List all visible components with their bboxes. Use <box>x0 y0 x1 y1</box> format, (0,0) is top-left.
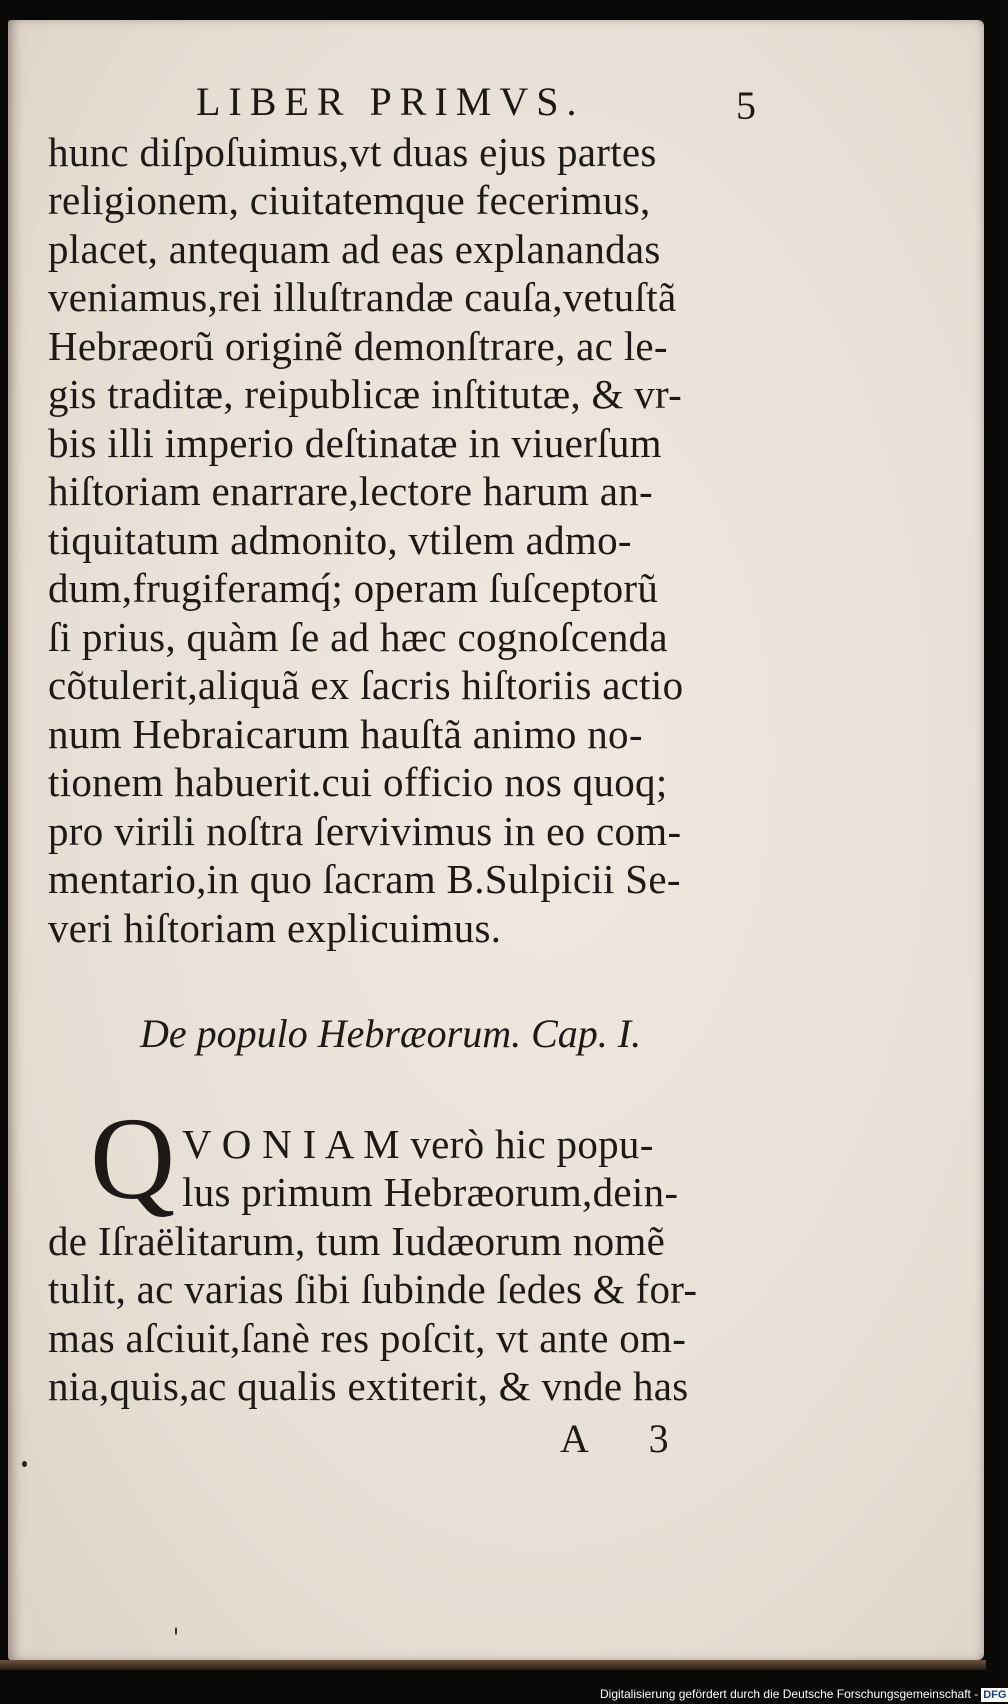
body-line: hiſtoriam enarrare,lectore harum an- <box>48 468 653 514</box>
body-line: religionem, ciuitatemque fecerimus, <box>48 177 651 223</box>
ink-speck <box>22 1461 27 1467</box>
chapter-heading: De populo Hebræorum. Cap. I. <box>140 1011 642 1056</box>
body-line: hunc diſpoſuimus,vt duas ejus partes <box>48 129 657 175</box>
digitization-credit <box>600 1684 1007 1704</box>
body-line: tionem habuerit.cui officio nos quoq; <box>48 759 668 805</box>
credit-text: Digitalisierung gefördert durch die Deutsche Forschungsgemeinschaft - <box>600 1687 979 1701</box>
body-line: dum,frugiferamq́; operam ſuſceptorũ <box>48 565 659 611</box>
body-line: cõtulerit,aliquã ex ſacris hiſtoriis actio <box>48 662 684 708</box>
body-line: placet, antequam ad eas explanandas <box>48 226 661 272</box>
chapter-line: tulit, ac varias ſibi ſubinde ſedes & for- <box>48 1266 698 1312</box>
chapter-line: nia,quis,ac qualis extiterit, & vnde has <box>48 1363 689 1409</box>
body-line: mentario,in quo ſacram B.Sulpicii Se- <box>48 856 681 902</box>
body-line: veri hiſtoriam explicuimus. <box>48 905 502 951</box>
drop-cap-initial: Q <box>90 1093 176 1224</box>
running-head: LIBER PRIMVS. <box>196 79 585 124</box>
body-line: ſi prius, quàm ſe ad hæc cognoſcenda <box>48 614 668 660</box>
body-line: tiquitatum admonito, vtilem admo- <box>48 517 632 563</box>
chapter-line: de Iſraëlitarum, tum Iudæorum nomẽ <box>48 1218 666 1264</box>
body-line: veniamus,rei illuſtrandæ cauſa,vetuſtã <box>48 274 677 320</box>
chapter-line: V O N I A M verò hic popu- <box>182 1121 654 1167</box>
page-edge <box>0 1660 986 1670</box>
body-line: Hebræorũ originẽ demonſtrare, ac le- <box>48 323 668 369</box>
chapter-line: lus primum Hebræorum,dein- <box>182 1169 679 1215</box>
body-line: num Hebraicarum hauſtã animo no- <box>48 711 643 757</box>
ink-speck <box>175 1627 177 1635</box>
chapter-line: mas aſciuit,ſanè res poſcit, vt ante om- <box>48 1315 687 1361</box>
body-line: bis illi imperio deſtinatæ in viuerſum <box>48 420 662 466</box>
signature-mark: A 3 <box>560 1416 695 1461</box>
dfg-logo: DFG <box>983 1689 1007 1701</box>
page-number: 5 <box>736 83 756 128</box>
body-line: gis traditæ, reipublicæ inſtitutæ, & vr- <box>48 371 683 417</box>
body-line: pro virili noſtra ſervivimus in eo com- <box>48 808 682 854</box>
